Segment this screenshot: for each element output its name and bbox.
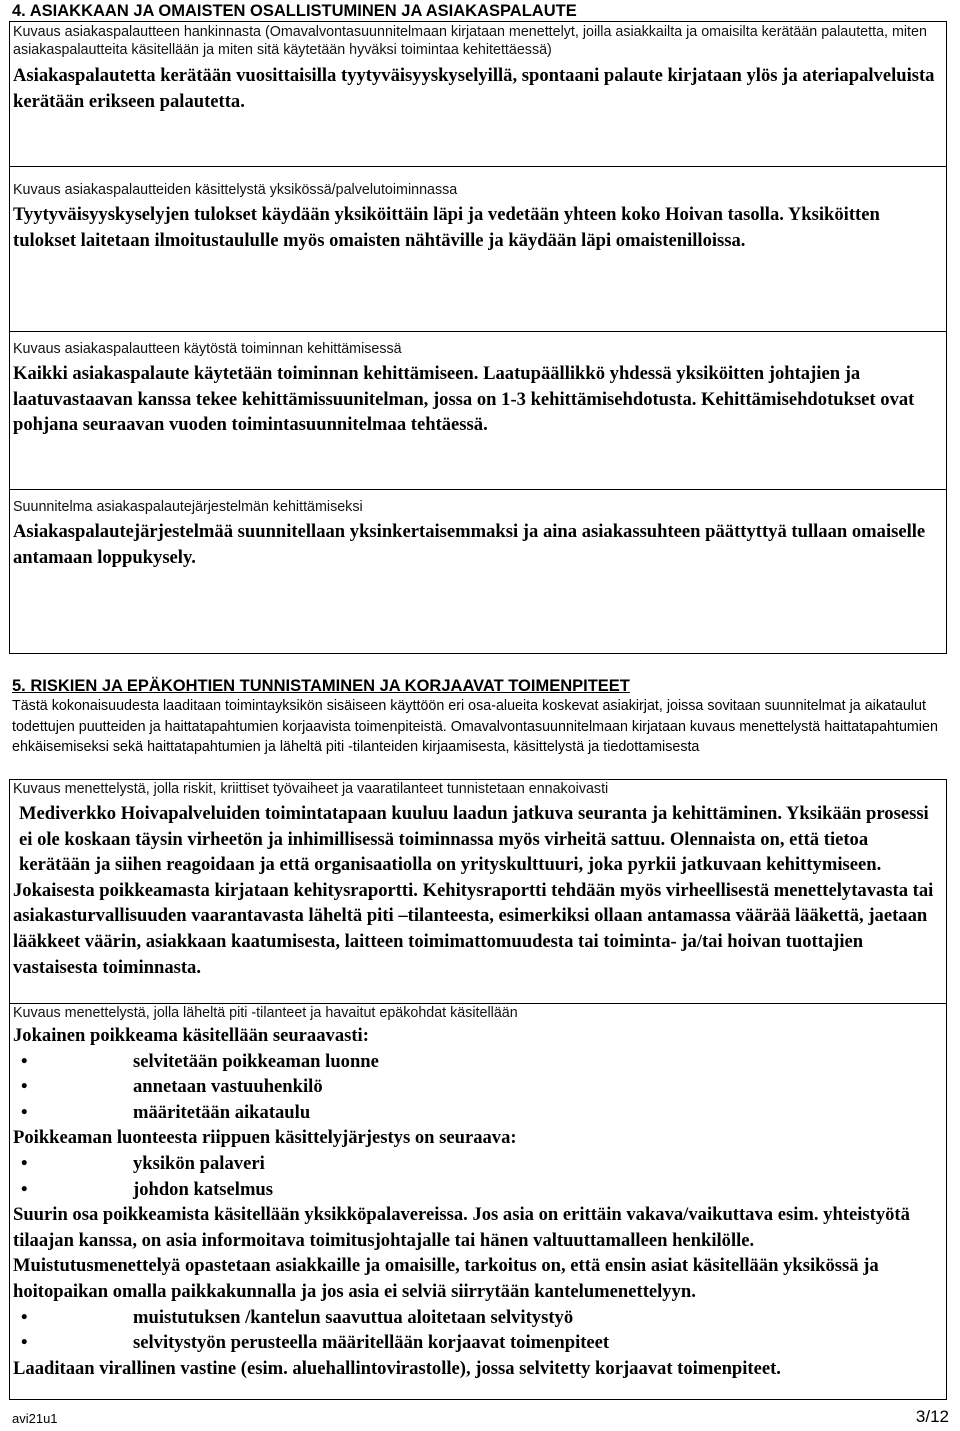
feedback-collection-text: Asiakaspalautetta kerätään vuosittaisilla tyytyväisyyskyselyillä, spontaani palaute kirjataan ylös ja ateriapalveluista kerätään erikseen palautetta. — [13, 65, 935, 112]
feedback-handling-box — [9, 167, 947, 332]
section5-heading: 5. RISKIEN JA EPÄKOHTIEN TUNNISTAMINEN JA KORJAAVAT TOIMENPITEET — [12, 677, 630, 695]
list-item: • selvitetään poikkeaman luonne — [13, 1049, 941, 1075]
list-item: • johdon katselmus — [13, 1177, 941, 1203]
feedback-development-label: Suunnitelma asiakaspalautejärjestelmän kehittämiseksi — [13, 499, 363, 515]
bullet-icon: • — [21, 1178, 28, 1200]
footer-document-code: avi21u1 — [12, 1411, 58, 1426]
feedback-handling-label: Kuvaus asiakaspalautteiden käsittelystä yksikössä/palvelutoiminnassa — [13, 182, 458, 198]
risk-identification-label: Kuvaus menettelystä, jolla riskit, kriittiset työvaiheet ja vaaratilanteet tunnistetaan ennakoivasti — [13, 781, 609, 797]
list-item: • annetaan vastuuhenkilö — [13, 1074, 941, 1100]
feedback-handling-text: Tyytyväisyyskyselyjen tulokset käydään yksiköittäin läpi ja vedetään yhteen koko Hoivan tasolla. Yksiköitten tulokset laitetaan ilmoitustaululle myös omaisten nähtäville ja käydään läpi omaistenilloissa. — [13, 204, 880, 251]
feedback-usage-box — [9, 332, 947, 490]
feedback-development-text: Asiakaspalautejärjestelmää suunnitellaan yksinkertaisemmaksi ja aina asiakassuhteen päättyttyä tullaan omaiselle antamaan loppukysely. — [13, 521, 926, 568]
list-item: • muistutuksen /kantelun saavuttua aloitetaan selvitystyö — [13, 1305, 941, 1331]
bullet-icon: • — [21, 1076, 28, 1098]
risk-identification-section — [13, 780, 941, 980]
incident-handling-section — [13, 1004, 941, 1381]
incident-handling-label: Kuvaus menettelystä, jolla läheltä piti -tilanteet ja havaitut epäkohdat käsitellään — [13, 1005, 518, 1021]
bullet-icon: • — [21, 1332, 28, 1354]
incident-handling-para4: Muistutusmenettelyä opastetaan asiakkaille ja omaisille, tarkoitus on, että ensin asiat käsitellään yksikössä ja hoitopaikan omalla paikkakunnalla ja jos asia ei selviä siirrytään kantelumenettelyyn. — [13, 1255, 879, 1302]
bullet-icon: • — [21, 1101, 28, 1123]
list-item: • määritetään aikataulu — [13, 1100, 941, 1126]
risk-management-box — [9, 779, 947, 1400]
list-item: • selvitystyön perusteella määritellään korjaavat toimenpiteet — [13, 1330, 941, 1356]
incident-steps-list — [13, 1049, 941, 1126]
bullet-icon: • — [21, 1152, 28, 1174]
footer-page-number: 3/12 — [915, 1407, 949, 1426]
handling-order-list — [13, 1151, 941, 1202]
incident-handling-intro1: Jokainen poikkeama käsitellään seuraavasti: — [13, 1025, 369, 1046]
bullet-icon: • — [21, 1050, 28, 1072]
incident-handling-para3: Suurin osa poikkeamista käsitellään yksikköpalavereissa. Jos asia on erittäin vakava/vaikuttava esim. yhteistyötä tilaajan kanssa, on asia informoitava toimitusjohtajalle tai hänen valtuuttamalleen henkilölle. — [13, 1204, 910, 1251]
risk-identification-para2: Jokaisesta poikkeamasta kirjataan kehitysraportti. Kehitysraportti tehdään myös virheellisestä menettelytavasta tai asiakasturvallisuuden vaarantavasta läheltä piti –tilanteesta, esimerkiksi ollaan antamassa väärää lääkettä, jaetaan lääkkeet väärin, asiakkaan kaatumisesta, laitteen toimimattomuudesta tai toiminta- ja/tai hoivan tuottajien vastaisesta toiminnasta. — [13, 879, 934, 978]
section4-heading: 4. ASIAKKAAN JA OMAISTEN OSALLISTUMINEN JA ASIAKASPALAUTE — [12, 2, 577, 20]
risk-identification-para1: Mediverkko Hoivapalveluiden toimintatapaan kuuluu laadun jatkuva seuranta ja kehittäminen. Yksikään prosessi ei ole koskaan täysin virheetön ja inhimillisessä toiminnassa myös virheitä sattuu. Olennaista on, että tietoa kerätään ja siihen reagoidaan ja että organisaatiolla on yrityskulttuuri, joka pyrkii jatkuvaan kehittymiseen. — [19, 803, 929, 876]
incident-handling-para5: Laaditaan virallinen vastine (esim. aluehallintovirastolle), jossa selvitetty korjaavat toimenpiteet. — [13, 1357, 781, 1379]
feedback-collection-label: Kuvaus asiakaspalautteen hankinnasta (Omavalvontasuunnitelmaan kirjataan menettelyt, joilla asiakkailta ja omaisilta kerätään palautetta, miten asiakaspalautteita käsitellään ja miten sitä käytetään hyväksi toimintaa kehitettäessä) — [13, 24, 927, 58]
feedback-usage-text: Kaikki asiakaspalaute käytetään toiminnan kehittämiseen. Laatupäällikkö yhdessä yksiköitten johtajien ja laatuvastaavan kanssa tekee kehittämissuunitelman, jossa on 1-3 kehittämisehdotusta. Kehittämisehdotukset ovat pohjana seuraavan vuoden toimintasuunnitelmaa tehtäessä. — [13, 363, 915, 435]
feedback-collection-box — [9, 21, 947, 167]
list-item: • yksikön palaveri — [13, 1151, 941, 1177]
incident-handling-intro2: Poikkeaman luonteesta riippuen käsittelyjärjestys on seuraava: — [13, 1127, 517, 1149]
section5-intro: Tästä kokonaisuudesta laaditaan toimintayksikön sisäiseen käyttöön eri osa-alueita koskevat asiakirjat, joissa sovitaan suunnitelmat ja aikataulut todettujen puutteiden ja haittatapahtumien korjaavista toimenpiteistä. Omavalvontasuunnitelmaan kirjataan kuvaus menettelystä haittatapahtumien ehkäisemiseksi sekä haittatapahtumien ja läheltä piti -tilanteiden kirjaamisesta, käsittelystä ja tiedottamisesta — [12, 698, 938, 755]
bullet-icon: • — [21, 1306, 28, 1328]
feedback-development-box — [9, 490, 947, 654]
feedback-usage-label: Kuvaus asiakaspalautteen käytöstä toiminnan kehittämisessä — [13, 341, 402, 357]
complaint-process-list — [13, 1305, 941, 1356]
